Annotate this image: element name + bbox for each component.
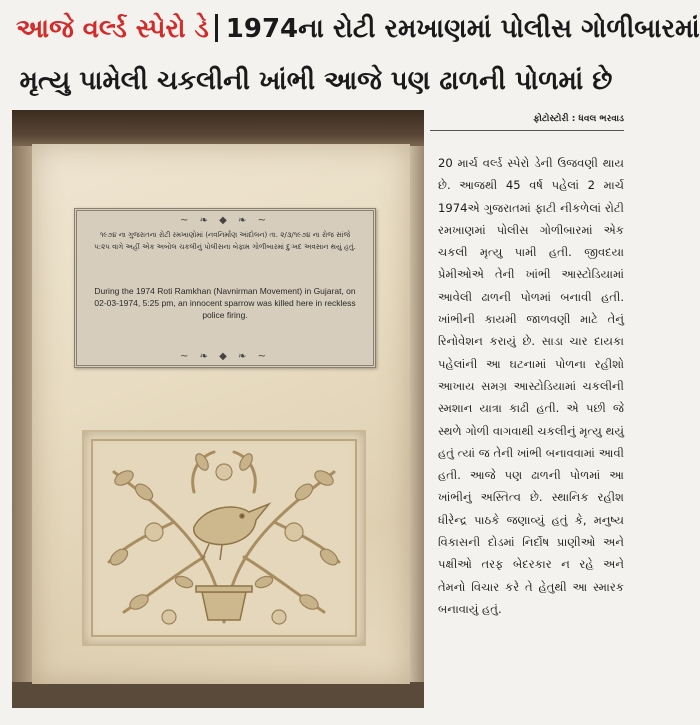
headline — [10, 8, 700, 104]
headline-title-part-1: 1974ના રોટી રમખાણમાં પોલીસ ગોળીબારમાં — [225, 14, 700, 44]
plaque-english-inscription: During the 1974 Roti Ramkhan (Navnirman Movement) in Gujarat, on 02-03-1974, 5:25 pm, an innocent sparrow was killed here in reckless police firing. — [94, 286, 356, 320]
article-body: 20 માર્ચ વર્લ્ડ સ્પેરો ડેની ઉજવણી થાય છે. આજથી 45 વર્ષ પહેલાં 2 માર્ચ 1974એ ગુજરાતમાં ફાટી નીકળેલાં રોટી રમખાણમાં પોલીસ ગોળીબારમાં એક ચકલી મૃત્યુ પામી હતી. જીવદયા પ્રેમીઓએ તેની ખાંભી આસ્ટોડિયામાં આવેલી ઢાળની પોળમાં બનાવી હતી. ખાંભીની કાયમી જાળવણી માટે તેનું રિનોવેશન કરાયું છે. સાડા ચાર દાયકા પહેલાંની આ ઘટનામાં પોળના રહીશો આખાય સમગ્ર આસ્ટોડિયામાં ચકલીની સ્મશાન યાત્રા કાઢી હતી. એ પછી જે સ્થળે ગોળી વાગવાથી ચકલીનું મૃત્યુ થયું હતું ત્યાં જ તેની ખાંભી બનાવવામાં આવી હતી. આજે પણ ઢાળની પોળમાં આ ખાંભીનું અસ્તિત્વ છે. સ્થાનિક રહીશ ધીરેન્દ્ર પાઠકે જણાવ્યું હતું કે, મનુષ્ય વિકાસની દોડમાં નિર્દોષ પ્રાણીઓ અને પક્ષીઓ તરફ બેદરકાર ન રહે અને તેમનો વિચાર કરે તે હેતુથી આ સ્મારક બનાવાયું હતું. — [438, 156, 624, 616]
photo-left-wall — [12, 146, 34, 706]
plaque-ornament-top: ~ ❧ ◆ ❧ ~ — [180, 215, 270, 226]
headline-separator — [215, 14, 218, 42]
photo-floor — [12, 682, 424, 708]
photo-credit: ફોટોસ્ટોરી : ધવલ ભરવાડ — [533, 114, 624, 124]
photo-right-wall — [410, 146, 424, 706]
headline-line-1 — [16, 12, 700, 46]
headline-line-2: મૃત્યુ પામેલી ચકલીની ખાંભી આજે પણ ઢાળની પોળમાં છે — [19, 66, 613, 96]
headline-kicker: આજે વર્લ્ડ સ્પેરો ડે — [16, 14, 209, 44]
sparrow-memorial-photo — [12, 110, 424, 708]
memorial-plaque — [74, 208, 376, 368]
carving-artwork — [84, 432, 364, 644]
memorial-stone-slab — [32, 144, 410, 684]
plaque-gujarati-inscription: ૧૯૭૪ ના ગુજરાતના રોટી રમખાણોમાં (નવનિર્માણ આંદોલન) તા. ૨/૩/૧૯૭૪ ના રોજ સાંજે ૫:૨૫ વાગે અહીં એક અબોલ ચકલીનું પોલીસના બેફામ ગોળીબારમાં દુઃખદ અવસાન થયું હતું. — [94, 231, 356, 251]
photo-wooden-beam — [12, 110, 424, 146]
sparrow-relief-carving — [82, 430, 366, 646]
column-divider — [430, 130, 624, 131]
plaque-ornament-bottom: ~ ❧ ◆ ❧ ~ — [180, 351, 270, 362]
